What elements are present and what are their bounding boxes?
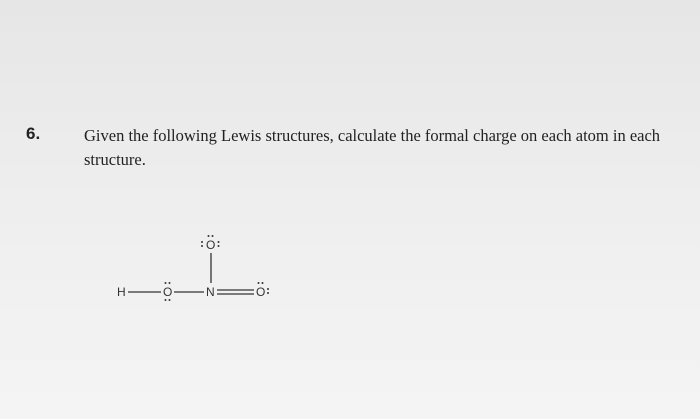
question-text: Given the following Lewis structures, calculate the formal charge on each atom in each structure. (84, 126, 661, 169)
atom-oxygen-right: O (256, 285, 266, 299)
atom-hydrogen: H (117, 285, 126, 299)
atom-nitrogen: N (206, 285, 215, 299)
atom-oxygen-top: O (206, 238, 216, 252)
atom-oxygen-left: O (163, 285, 173, 299)
question-number: 6. (26, 124, 41, 143)
lewis-structure (100, 225, 300, 305)
